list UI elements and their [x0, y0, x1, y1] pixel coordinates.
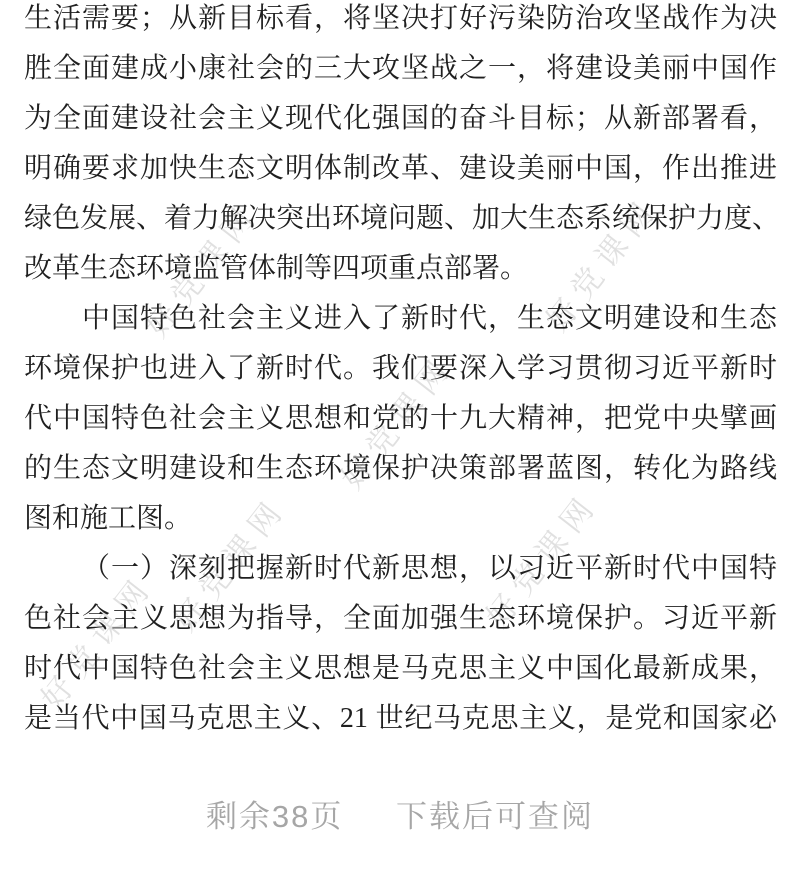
page-footer: [0, 795, 800, 839]
text-line: 代中国特色社会主义思想和党的十九大精神，把党中央擘画: [24, 403, 777, 434]
text-line: 胜全面建成小康社会的三大攻坚战之一，将建设美丽中国作: [24, 53, 777, 84]
download-note-label: 下载后可查阅: [396, 799, 595, 834]
watermark-text: 好党课网: [167, 490, 294, 638]
watermark-text: 好党课网: [539, 190, 666, 338]
text-line: （一）深刻把握新时代新思想，以习近平新时代中国特: [82, 553, 777, 584]
watermark-text: 好党课网: [34, 568, 161, 716]
text-line: 中国特色社会主义进入了新时代，生态文明建设和生态: [82, 303, 777, 334]
text-line: 时代中国特色社会主义思想是马克思主义中国化最新成果，: [24, 653, 777, 684]
text-line: 绿色发展、着力解决突出环境问题、加大生态系统保护力度、: [24, 203, 781, 234]
watermark-text: 好党课网: [479, 486, 606, 634]
text-line: 色社会主义思想为指导，全面加强生态环境保护。习近平新: [24, 603, 777, 634]
document-text: [24, 0, 781, 744]
text-line: 生活需要；从新目标看，将坚决打好污染防治攻坚战作为决: [24, 3, 777, 34]
watermark-text: 好党课网: [334, 348, 461, 496]
text-line: 为全面建设社会主义现代化强国的奋斗目标；从新部署看，: [24, 103, 777, 134]
watermark-text: 好党课网: [139, 196, 266, 344]
text-line: 环境保护也进入了新时代。我们要深入学习贯彻习近平新时: [24, 353, 777, 384]
text-line: 明确要求加快生态文明体制改革、建设美丽中国，作出推进: [24, 153, 777, 184]
text-line: 的生态文明建设和生态环境保护决策部署蓝图，转化为路线: [24, 453, 777, 484]
text-line: 是当代中国马克思主义、21 世纪马克思主义，是党和国家必: [24, 703, 777, 734]
text-line: 改革生态环境监管体制等四项重点部署。: [24, 253, 529, 284]
text-line: 图和施工图。: [24, 503, 193, 534]
remaining-pages-label: 剩余38页: [205, 799, 344, 834]
